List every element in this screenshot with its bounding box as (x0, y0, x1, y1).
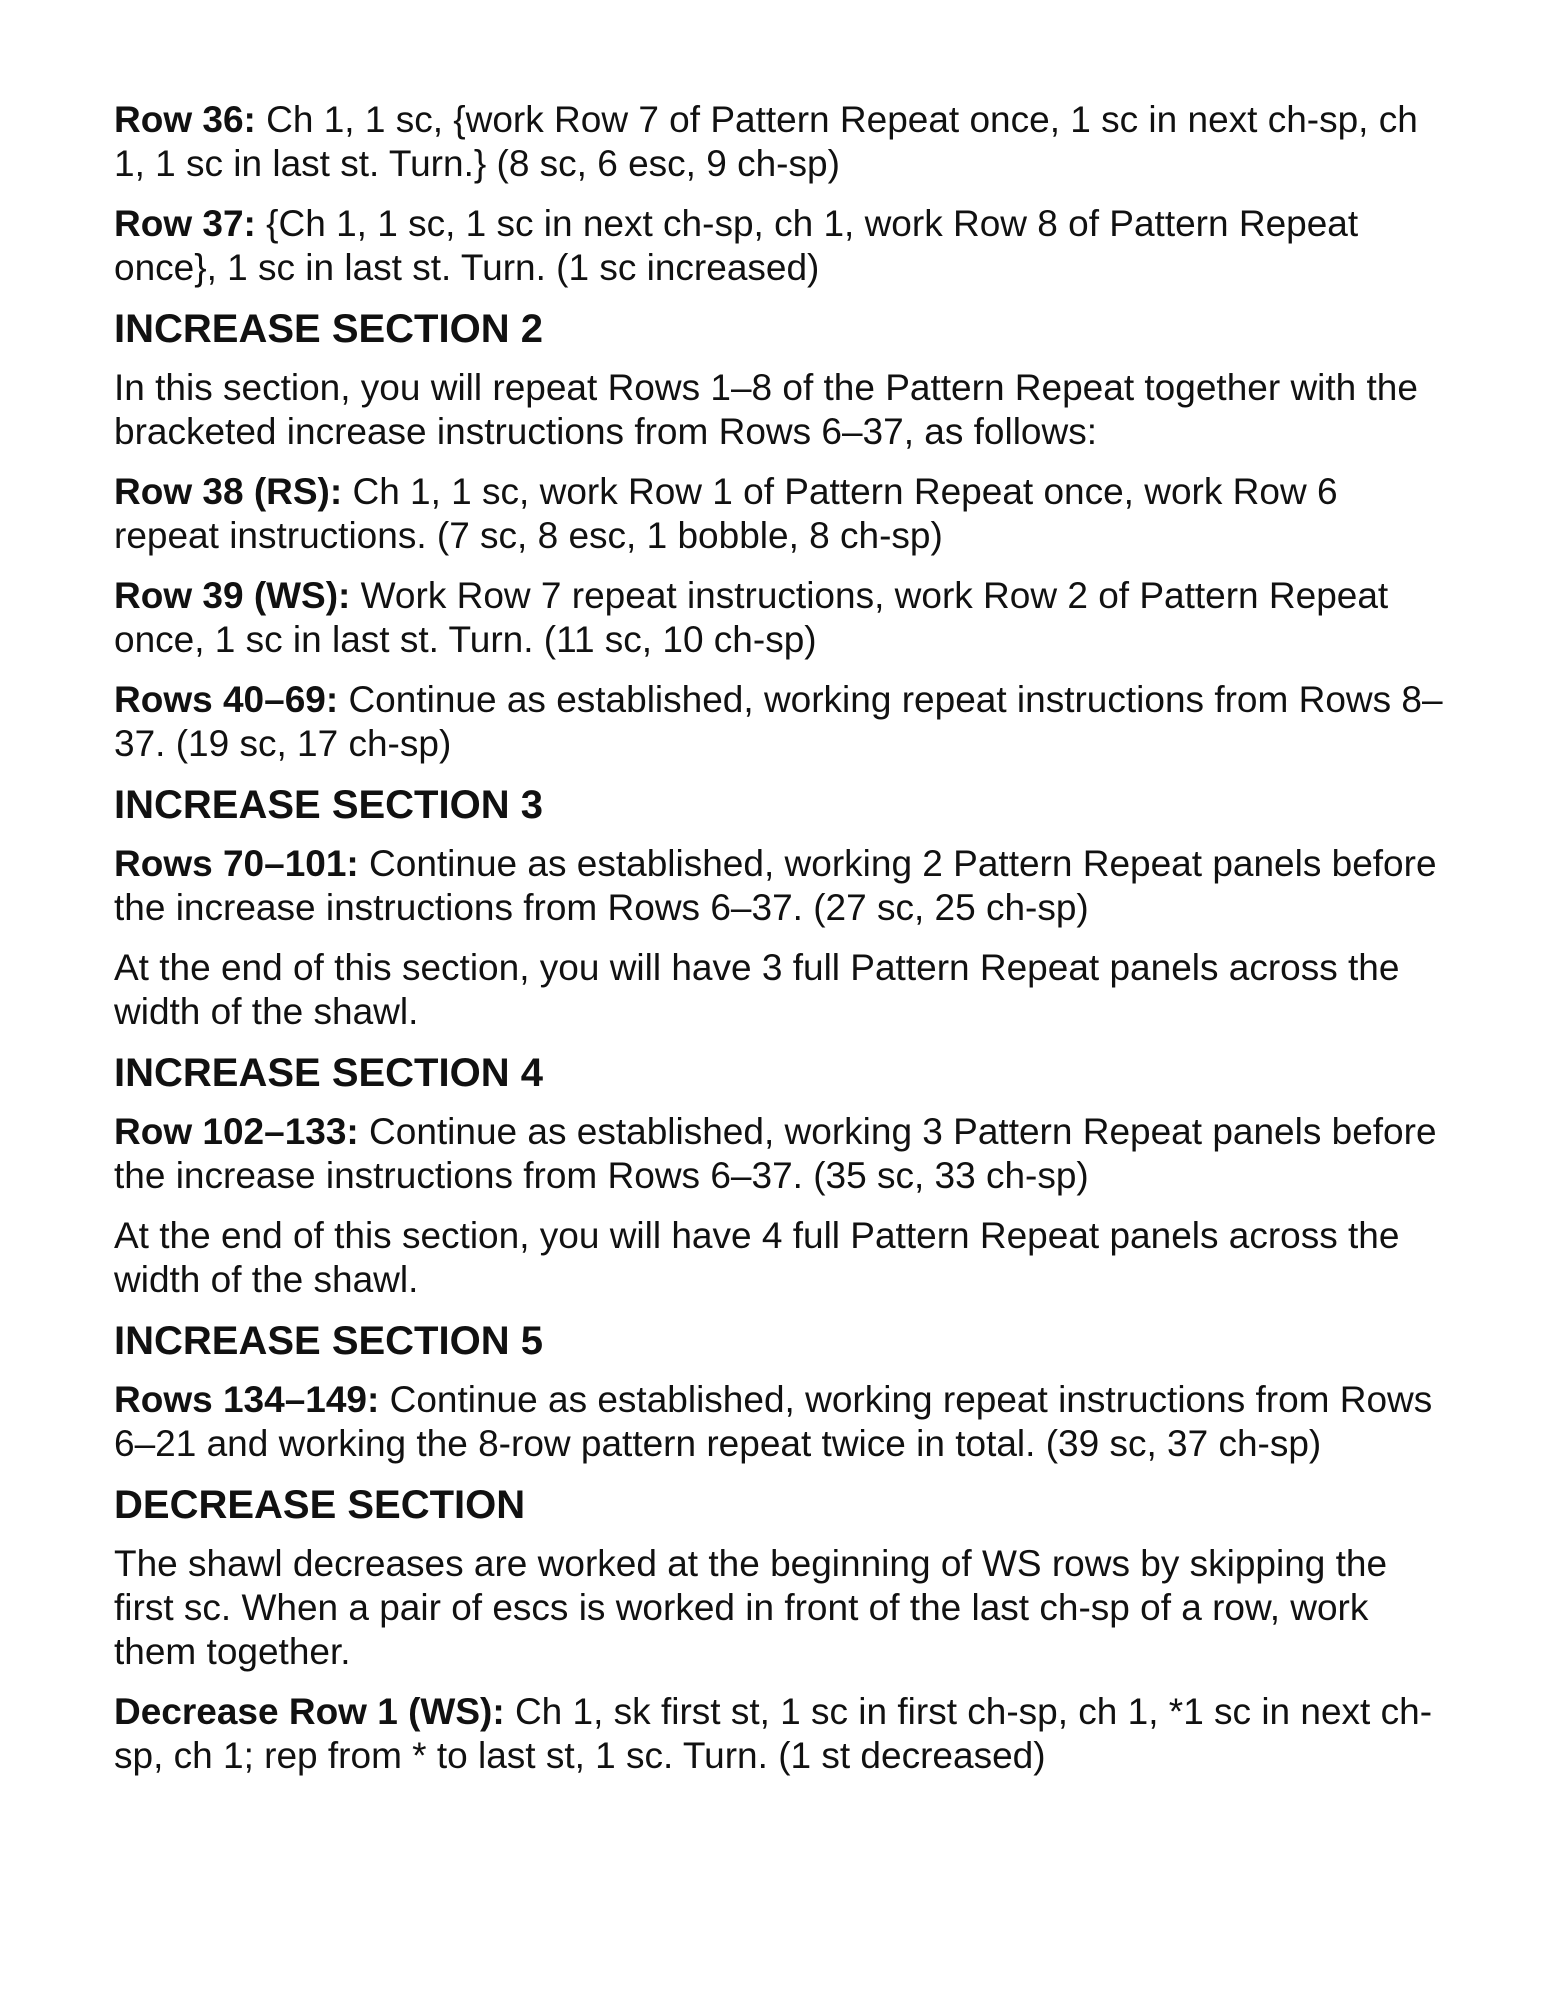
increase-section-3-heading: INCREASE SECTION 3 (114, 783, 543, 827)
instruction-text: Work Row 7 repeat instructions, work Row 2 of Pattern Repeat once, 1 sc in last st. Turn. (11 sc, 10 ch-sp) (114, 575, 1389, 660)
row-39-instruction (114, 574, 1444, 662)
instruction-text: At the end of this section, you will have 3 full Pattern Repeat panels across the width of the shawl. (114, 947, 1400, 1032)
row-38-instruction (114, 470, 1444, 558)
instruction-text: The shawl decreases are worked at the beginning of WS rows by skipping the first sc. When a pair of escs is worked in front of the last ch-sp of a row, work them together. (114, 1543, 1388, 1672)
instruction-text: Continue as established, working repeat instructions from Rows 6–21 and working the 8-row pattern repeat twice in total. (39 sc, 37 ch-sp) (114, 1379, 1433, 1464)
instruction-text: {Ch 1, 1 sc, 1 sc in next ch-sp, ch 1, work Row 8 of Pattern Repeat once}, 1 sc in last st. Turn. (1 sc increased) (114, 203, 1359, 288)
instruction-text: In this section, you will repeat Rows 1–8 of the Pattern Repeat together with the bracketed increase instructions from Rows 6–37, as follows: (114, 367, 1418, 452)
row-label: Row 39 (WS): (114, 575, 351, 616)
pattern-page (114, 98, 1444, 1794)
decrease-section-intro (114, 1542, 1444, 1674)
instruction-text: Ch 1, sk first st, 1 sc in first ch-sp, ch 1, *1 sc in next ch-sp, ch 1; rep from * to last st, 1 sc. Turn. (1 st decreased) (114, 1691, 1433, 1776)
instruction-text: Continue as established, working 2 Pattern Repeat panels before the increase instructions from Rows 6–37. (27 sc, 25 ch-sp) (114, 843, 1437, 928)
rows-40-69-instruction (114, 678, 1444, 766)
row-label: Row 37: (114, 203, 256, 244)
increase-section-2-heading: INCREASE SECTION 2 (114, 307, 543, 351)
row-label: Decrease Row 1 (WS): (114, 1691, 505, 1732)
section-4-note (114, 1214, 1444, 1302)
instruction-text: Ch 1, 1 sc, work Row 1 of Pattern Repeat once, work Row 6 repeat instructions. (7 sc, 8 esc, 1 bobble, 8 ch-sp) (114, 471, 1338, 556)
decrease-row-1-instruction (114, 1690, 1444, 1778)
instruction-text: Ch 1, 1 sc, {work Row 7 of Pattern Repeat once, 1 sc in next ch-sp, ch 1, 1 sc in last st. Turn.} (8 sc, 6 esc, 9 ch-sp) (114, 99, 1418, 184)
rows-134-149-instruction (114, 1378, 1444, 1466)
instruction-text: Continue as established, working 3 Pattern Repeat panels before the increase instructions from Rows 6–37. (35 sc, 33 ch-sp) (114, 1111, 1437, 1196)
row-label: Row 36: (114, 99, 256, 140)
row-label: Rows 70–101: (114, 843, 359, 884)
rows-102-133-instruction (114, 1110, 1444, 1198)
rows-70-101-instruction (114, 842, 1444, 930)
row-label: Rows 134–149: (114, 1379, 380, 1420)
row-36-instruction (114, 98, 1444, 186)
instruction-text: Continue as established, working repeat instructions from Rows 8–37. (19 sc, 17 ch-sp) (114, 679, 1443, 764)
section-3-note (114, 946, 1444, 1034)
increase-section-4-heading: INCREASE SECTION 4 (114, 1051, 543, 1095)
row-label: Rows 40–69: (114, 679, 339, 720)
section-2-intro (114, 366, 1444, 454)
row-37-instruction (114, 202, 1444, 290)
instruction-text: At the end of this section, you will have 4 full Pattern Repeat panels across the width of the shawl. (114, 1215, 1400, 1300)
row-label: Row 102–133: (114, 1111, 359, 1152)
decrease-section-heading: DECREASE SECTION (114, 1483, 526, 1527)
increase-section-5-heading: INCREASE SECTION 5 (114, 1319, 543, 1363)
row-label: Row 38 (RS): (114, 471, 343, 512)
